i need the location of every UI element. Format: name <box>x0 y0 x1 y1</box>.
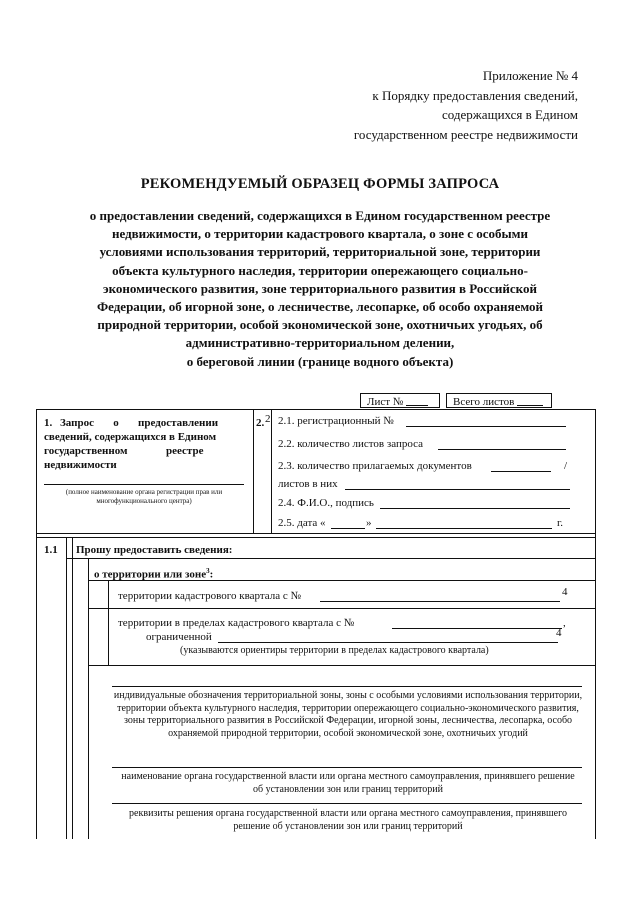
name-signature-label: 2.4. Ф.И.О., подпись <box>278 497 374 509</box>
subtitle-line: условиями использования территорий, территориальной зоне, территории <box>99 244 541 260</box>
organ-name-caption: (полное наименование органа регистрации прав или многофункционального центра) <box>65 488 223 505</box>
section1-number: 1. <box>44 417 53 429</box>
authority-name-field[interactable] <box>112 767 582 768</box>
date-quote-close: » <box>366 517 372 529</box>
request-sheets-label: 2.2. количество листов запроса <box>278 438 424 450</box>
sheet-number-box[interactable] <box>360 393 440 408</box>
limited-field[interactable] <box>218 642 558 643</box>
subtitle-line: о береговой линии (границе водного объекта) <box>186 353 454 369</box>
cadastral-footnote-mark: 4 <box>562 586 568 598</box>
within-comma: , <box>563 617 566 629</box>
within-quarter-label: территории в пределах кадастрового квартала с № <box>118 617 355 629</box>
zone-designation-field[interactable] <box>112 686 582 687</box>
subtitle-line: природной территории, особой экономической зоне, охотничьих угодьях, об <box>97 317 543 333</box>
decision-details-field[interactable] <box>112 803 582 804</box>
within-quarter-field[interactable] <box>392 628 562 629</box>
request-sheets-field[interactable] <box>438 449 566 450</box>
subtitle-line: административно-территориальном делении, <box>185 335 455 351</box>
territory-footnote-mark: 3 <box>206 567 210 575</box>
appendix-line: государственном реестре недвижимости <box>353 126 578 142</box>
subtitle-line: Федерации, об игорной зоне, о лесничестве, лесопарке, об особо охраняемой <box>96 299 544 315</box>
total-sheets-box[interactable] <box>446 393 552 408</box>
within-footnote-mark: 4 <box>556 627 562 639</box>
organ-name-field[interactable] <box>44 484 244 485</box>
limited-label: ограниченной <box>146 631 212 643</box>
total-sheets-label: Всего листов <box>453 396 515 408</box>
attached-docs-field[interactable] <box>491 471 551 472</box>
subtitle-line: о предоставлении сведений, содержащихся в Едином государственном реестре <box>89 208 551 223</box>
appendix-line: содержащихся в Едином <box>442 107 578 122</box>
subtitle-line: недвижимости, о территории кадастрового квартала, о зоне с особыми <box>111 226 529 242</box>
subtitle-line: объекта культурного наследия, территории опережающего социально- <box>112 262 528 278</box>
date-month-year-field[interactable] <box>376 528 552 529</box>
sheets-in-docs-label: листов в них <box>278 478 338 490</box>
request-heading: Прошу предоставить сведения: <box>76 544 233 556</box>
document-title: РЕКОМЕНДУЕМЫЙ ОБРАЗЕЦ ФОРМЫ ЗАПРОСА <box>140 176 500 192</box>
attached-docs-label: 2.3. количество прилагаемых документов <box>278 460 472 472</box>
decision-details-caption: реквизиты решения органа государственной власти или органа местного самоуправления, принявшего решение об установлении зон или границ территорий <box>129 808 567 832</box>
sheets-in-docs-field[interactable] <box>345 489 570 490</box>
section1-line: государственном реестре <box>44 445 204 457</box>
appendix-line: к Порядку предоставления сведений, <box>372 87 578 103</box>
authority-name-caption: наименование органа государственной власти или органа местного самоуправления, принявшего решение об установлении зон или границ территорий <box>121 771 575 795</box>
name-signature-field[interactable] <box>380 508 570 509</box>
cadastral-quarter-field[interactable] <box>320 601 560 602</box>
date-label: 2.5. дата « <box>278 517 326 529</box>
section1-line: Запрос о предоставлении <box>60 417 219 429</box>
zone-designation-caption: индивидуальные обозначения территориальной зоны, зоны с особыми условиями использования территории, территории объекта культурного наследия, территории опережающего социально-экономического развития, зоны территориального развития в Российской Федерации, игорной зоны, лесничества, лесопарка, особо охраняемой природной территории, особой экономической зоне, охотничьих угодий <box>113 690 583 739</box>
territory-heading-text: о территории или зоне <box>94 568 207 581</box>
subtitle-line: экономического развития, зоне территориального развития в Российской <box>103 280 537 296</box>
date-year-suffix: г. <box>557 517 564 529</box>
registration-number-field[interactable] <box>406 426 566 427</box>
section2-number: 2. <box>256 417 265 429</box>
section2-footnote-mark: 2 <box>265 413 271 425</box>
sheet-number-field[interactable] <box>406 394 428 406</box>
territory-heading: о территории или зоне$^3$: <box>94 567 214 581</box>
appendix-line: Приложение № 4 <box>482 68 578 83</box>
appendix-header <box>300 66 578 144</box>
date-day-field[interactable] <box>331 528 365 529</box>
cadastral-quarter-label: территории кадастрового квартала с № <box>118 590 302 602</box>
request-number: 1.1 <box>44 544 58 556</box>
attached-docs-slash: / <box>564 460 568 472</box>
sheet-number-label: Лист № <box>367 396 404 408</box>
limited-caption: (указываются ориентиры территории в пределах кадастрового квартала) <box>180 645 489 656</box>
section1-line: недвижимости <box>44 459 117 471</box>
document-subtitle <box>30 207 610 371</box>
registration-number-label: 2.1. регистрационный № <box>278 415 394 427</box>
section1-line: сведений, содержащихся в Едином <box>44 431 217 443</box>
total-sheets-field[interactable] <box>517 394 543 406</box>
